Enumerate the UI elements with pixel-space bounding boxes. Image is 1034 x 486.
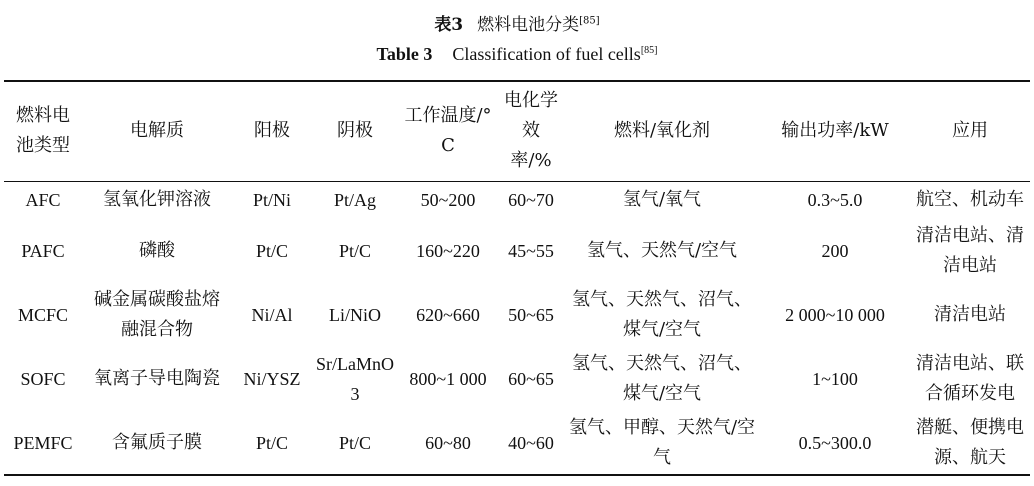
cell-type: SOFC xyxy=(20,369,66,389)
table-header-row xyxy=(4,81,1030,181)
header-cell-type: 燃料电池类型 xyxy=(4,81,82,181)
caption-title-cn: 燃料电池分类 xyxy=(477,15,580,35)
header-cell-fuel-oxidant: 燃料/氧化剂 xyxy=(564,81,760,181)
cell-temperature: 620~660 xyxy=(416,305,480,325)
cell-anode: Ni/YSZ xyxy=(243,369,301,389)
table-row xyxy=(4,219,1030,283)
cell-electrolyte: 碱金属碳酸盐熔融混合物 xyxy=(94,289,220,340)
header-cell-output-power: 输出功率/kW xyxy=(760,81,910,181)
cell-efficiency: 60~70 xyxy=(508,190,554,211)
table-row xyxy=(4,347,1030,411)
cell-electrolyte: 含氟质子膜 xyxy=(82,411,232,475)
cell-efficiency: 40~60 xyxy=(498,411,564,475)
cell-application: 清洁电站、清洁电站 xyxy=(916,225,1024,276)
cell-type: AFC xyxy=(25,190,61,211)
table-caption-en xyxy=(0,44,1034,65)
cell-efficiency: 50~65 xyxy=(508,305,554,325)
fuel-cell-classification-table xyxy=(4,80,1030,476)
table-row xyxy=(4,181,1030,219)
cell-cathode: Pt/C xyxy=(312,411,398,475)
cell-anode: Pt/C xyxy=(255,241,289,261)
cell-cathode: Sr/LaMnO3 xyxy=(316,354,394,404)
header-cell-cathode: 阴极 xyxy=(312,81,398,181)
cell-anode: Pt/Ni xyxy=(252,190,291,211)
cell-application: 清洁电站、联合循环发电 xyxy=(916,353,1024,404)
cell-anode: Ni/Al xyxy=(251,305,293,325)
cell-fuel-oxidant: 氢气、天然气、沼气、煤气/空气 xyxy=(572,353,752,404)
caption-title-en: Classification of fuel cells xyxy=(452,44,641,64)
caption-reference-cn: [85] xyxy=(579,15,600,27)
cell-fuel-oxidant: 氢气/氧气 xyxy=(622,189,702,211)
cell-fuel-oxidant: 氢气、甲醇、天然气/空气 xyxy=(564,411,760,475)
cell-output-power: 1~100 xyxy=(812,369,858,389)
caption-reference-en: [85] xyxy=(640,45,658,56)
cell-type: PAFC xyxy=(21,241,65,261)
cell-electrolyte: 磷酸 xyxy=(139,240,175,261)
cell-cathode: Li/NiO xyxy=(329,305,381,325)
cell-electrolyte: 氢氧化钾溶液 xyxy=(103,189,211,211)
table-row xyxy=(4,411,1030,475)
caption-number-en: Table 3 xyxy=(376,44,433,64)
cell-output-power: 0.3~5.0 xyxy=(807,190,863,211)
cell-efficiency: 45~55 xyxy=(508,241,554,261)
table-row xyxy=(4,283,1030,347)
cell-application: 航空、机动车 xyxy=(916,189,1024,211)
cell-electrolyte: 氧离子导电陶瓷 xyxy=(94,368,220,389)
caption-number-cn: 表3 xyxy=(434,15,464,35)
cell-output-power: 0.5~300.0 xyxy=(760,411,910,475)
header-cell-temperature: 工作温度/°C xyxy=(398,81,498,181)
cell-temperature: 800~1 000 xyxy=(409,369,487,389)
cell-application: 潜艇、便携电源、航天 xyxy=(910,411,1030,475)
cell-anode: Pt/C xyxy=(232,411,312,475)
cell-fuel-oxidant: 氢气、天然气/空气 xyxy=(586,240,738,261)
cell-fuel-oxidant: 氢气、天然气、沼气、煤气/空气 xyxy=(572,289,752,340)
cell-application: 清洁电站 xyxy=(934,304,1006,325)
header-cell-efficiency: 电化学效率/% xyxy=(498,81,564,181)
cell-temperature: 160~220 xyxy=(416,241,480,261)
cell-efficiency: 60~65 xyxy=(508,369,554,389)
cell-temperature: 50~200 xyxy=(420,190,476,211)
cell-output-power: 2 000~10 000 xyxy=(785,305,885,325)
header-cell-electrolyte: 电解质 xyxy=(82,81,232,181)
cell-output-power: 200 xyxy=(821,241,849,261)
cell-cathode: Pt/Ag xyxy=(333,190,376,211)
cell-cathode: Pt/C xyxy=(338,241,372,261)
header-cell-application: 应用 xyxy=(910,81,1030,181)
table-caption-cn xyxy=(0,10,1034,35)
cell-type: PEMFC xyxy=(4,411,82,475)
cell-temperature: 60~80 xyxy=(398,411,498,475)
cell-type: MCFC xyxy=(17,305,69,325)
header-cell-anode: 阳极 xyxy=(232,81,312,181)
